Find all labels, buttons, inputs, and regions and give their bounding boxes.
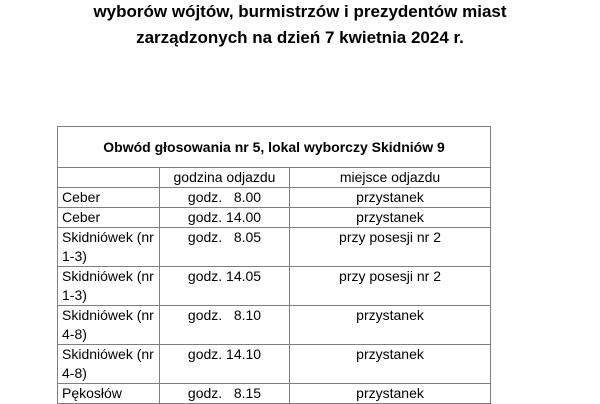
table-row xyxy=(58,208,491,228)
schedule-table xyxy=(57,126,491,404)
cell-location: przystanek xyxy=(290,306,491,345)
cell-place: Skidniówek (nr 4-8) xyxy=(58,306,160,345)
cell-place: Ceber xyxy=(58,208,160,228)
cell-place: Ceber xyxy=(58,188,160,208)
cell-location: przystanek xyxy=(290,345,491,384)
cell-location: przy posesji nr 2 xyxy=(290,228,491,267)
cell-time: godz. 8.05 xyxy=(160,228,290,267)
column-header-place xyxy=(58,168,160,188)
document-heading-line-2: zarządzonych na dzień 7 kwietnia 2024 r. xyxy=(136,28,464,47)
schedule-table-container xyxy=(57,126,490,404)
table-row xyxy=(58,228,491,267)
cell-location: przystanek xyxy=(290,188,491,208)
table-row xyxy=(58,345,491,384)
cell-place: Skidniówek (nr 1-3) xyxy=(58,267,160,306)
table-row xyxy=(58,306,491,345)
cell-time: godz. 8.15 xyxy=(160,384,290,404)
cell-time: godz. 8.10 xyxy=(160,306,290,345)
table-row xyxy=(58,267,491,306)
column-header-departure-place: miejsce odjazdu xyxy=(290,168,491,188)
cell-place: Skidniówek (nr 1-3) xyxy=(58,228,160,267)
cell-place: Skidniówek (nr 4-8) xyxy=(58,345,160,384)
cell-location: przystanek xyxy=(290,208,491,228)
table-row xyxy=(58,384,491,404)
cell-time: godz. 14.10 xyxy=(160,345,290,384)
table-caption: Obwód głosowania nr 5, lokal wyborczy Skidniów 9 xyxy=(58,127,491,168)
cell-location: przy posesji nr 2 xyxy=(290,267,491,306)
cell-time: godz. 14.00 xyxy=(160,208,290,228)
cell-location: przystanek xyxy=(290,384,491,404)
column-header-departure-time: godzina odjazdu xyxy=(160,168,290,188)
cell-place: Pękosłów xyxy=(58,384,160,404)
cell-time: godz. 14.05 xyxy=(160,267,290,306)
table-row xyxy=(58,188,491,208)
document-heading-line-1: wyborów wójtów, burmistrzów i prezydentów miast xyxy=(93,2,507,21)
cell-time: godz. 8.00 xyxy=(160,188,290,208)
